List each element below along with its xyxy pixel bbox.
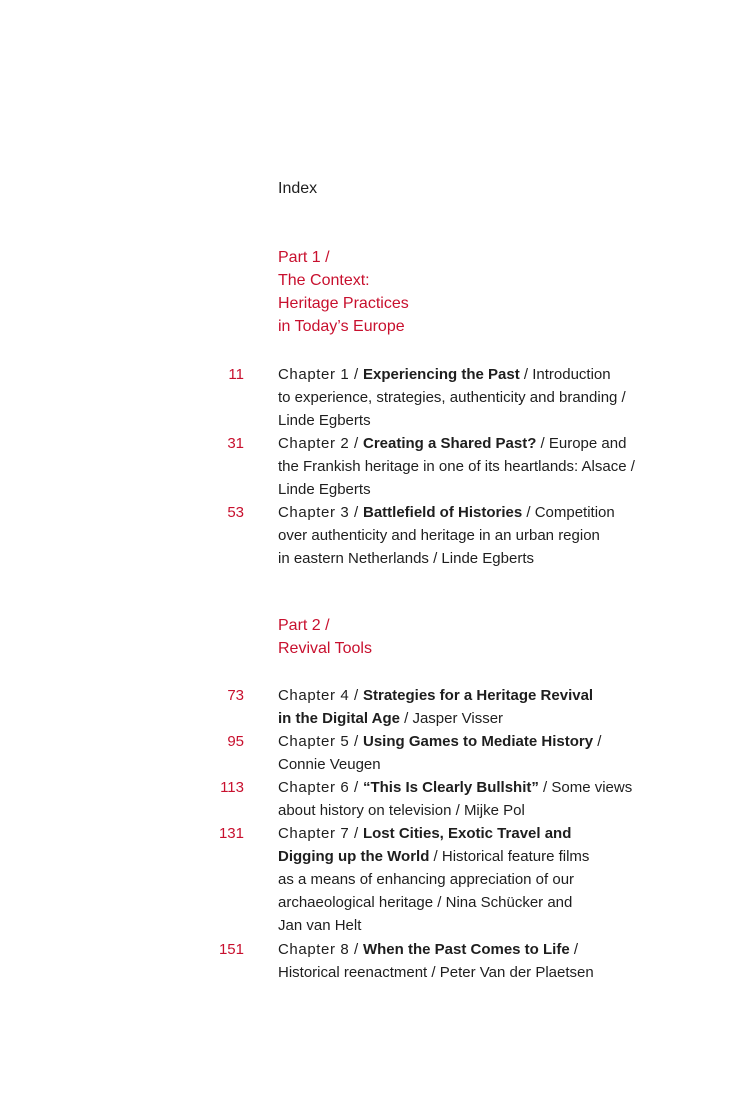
chapter-title: Creating a Shared Past?	[362, 435, 537, 452]
chapter-author: Connie Veugen	[278, 756, 381, 773]
chapter-title: Experiencing the Past	[362, 366, 520, 383]
part-1-line: The Context:	[278, 272, 370, 289]
chapter-label: Chapter 1 /	[278, 366, 359, 383]
chapter-desc: / Europe and	[536, 435, 627, 452]
chapter-label: Chapter 7 /	[278, 825, 359, 842]
chapter-desc: /	[569, 941, 579, 958]
chapter-desc: / Competition	[522, 504, 615, 521]
chapter-title: Battlefield of Histories	[362, 504, 523, 521]
chapter-desc: to experience, strategies, authenticity and branding /	[278, 389, 626, 406]
chapter-desc: / Historical feature films	[429, 848, 590, 865]
chapter-title: Lost Cities, Exotic Travel and	[362, 825, 572, 842]
chapter-title: “This Is Clearly Bullshit”	[362, 779, 539, 796]
page-number: 131	[218, 825, 244, 842]
index-heading: Index	[278, 180, 318, 197]
chapter-title: When the Past Comes to Life	[362, 941, 570, 958]
chapter-label: Chapter 6 /	[278, 779, 359, 796]
chapter-author: Linde Egberts	[278, 481, 371, 498]
chapter-author: Historical reenactment / Peter Van der Plaetsen	[278, 964, 594, 981]
page-number: 31	[227, 435, 244, 452]
chapter-label: Chapter 3 /	[278, 504, 359, 521]
chapter-label: Chapter 2 /	[278, 435, 359, 452]
page-number: 95	[227, 733, 244, 750]
chapter-label: Chapter 4 /	[278, 687, 359, 704]
part-1-line: Heritage Practices	[278, 295, 409, 312]
chapter-title: Digging up the World	[278, 848, 430, 865]
page-number: 53	[227, 504, 244, 521]
chapter-title: Strategies for a Heritage Revival	[362, 687, 594, 704]
chapter-title: Using Games to Mediate History	[362, 733, 594, 750]
chapter-desc: / Introduction	[519, 366, 611, 383]
chapter-author: Jan van Helt	[278, 917, 362, 934]
chapter-desc: / Some views	[538, 779, 633, 796]
chapter-desc: as a means of enhancing appreciation of our	[278, 871, 575, 888]
page-number: 113	[220, 779, 244, 796]
page-number: 151	[218, 941, 244, 958]
chapter-author: Linde Egberts	[278, 412, 371, 429]
chapter-author: in eastern Netherlands / Linde Egberts	[278, 550, 534, 567]
chapter-author: about history on television / Mijke Pol	[278, 802, 525, 819]
part-2-line: Revival Tools	[278, 640, 372, 657]
part-2-line: Part 2 /	[278, 617, 330, 634]
page-number: 11	[228, 366, 244, 383]
part-1-line: Part 1 /	[278, 249, 330, 266]
part-1-line: in Today’s Europe	[278, 318, 405, 335]
chapter-author: / Jasper Visser	[399, 710, 504, 727]
chapter-title: in the Digital Age	[278, 710, 400, 727]
chapter-desc: the Frankish heritage in one of its heartlands: Alsace /	[278, 458, 635, 475]
part-1-heading	[278, 246, 409, 338]
chapter-desc: archaeological heritage / Nina Schücker and	[278, 894, 573, 911]
page-number: 73	[227, 687, 244, 704]
chapter-desc: over authenticity and heritage in an urban region	[278, 527, 600, 544]
chapter-desc: /	[593, 733, 602, 750]
part-2-heading	[278, 614, 372, 660]
chapter-label: Chapter 5 /	[278, 733, 359, 750]
chapter-label: Chapter 8 /	[278, 941, 359, 958]
